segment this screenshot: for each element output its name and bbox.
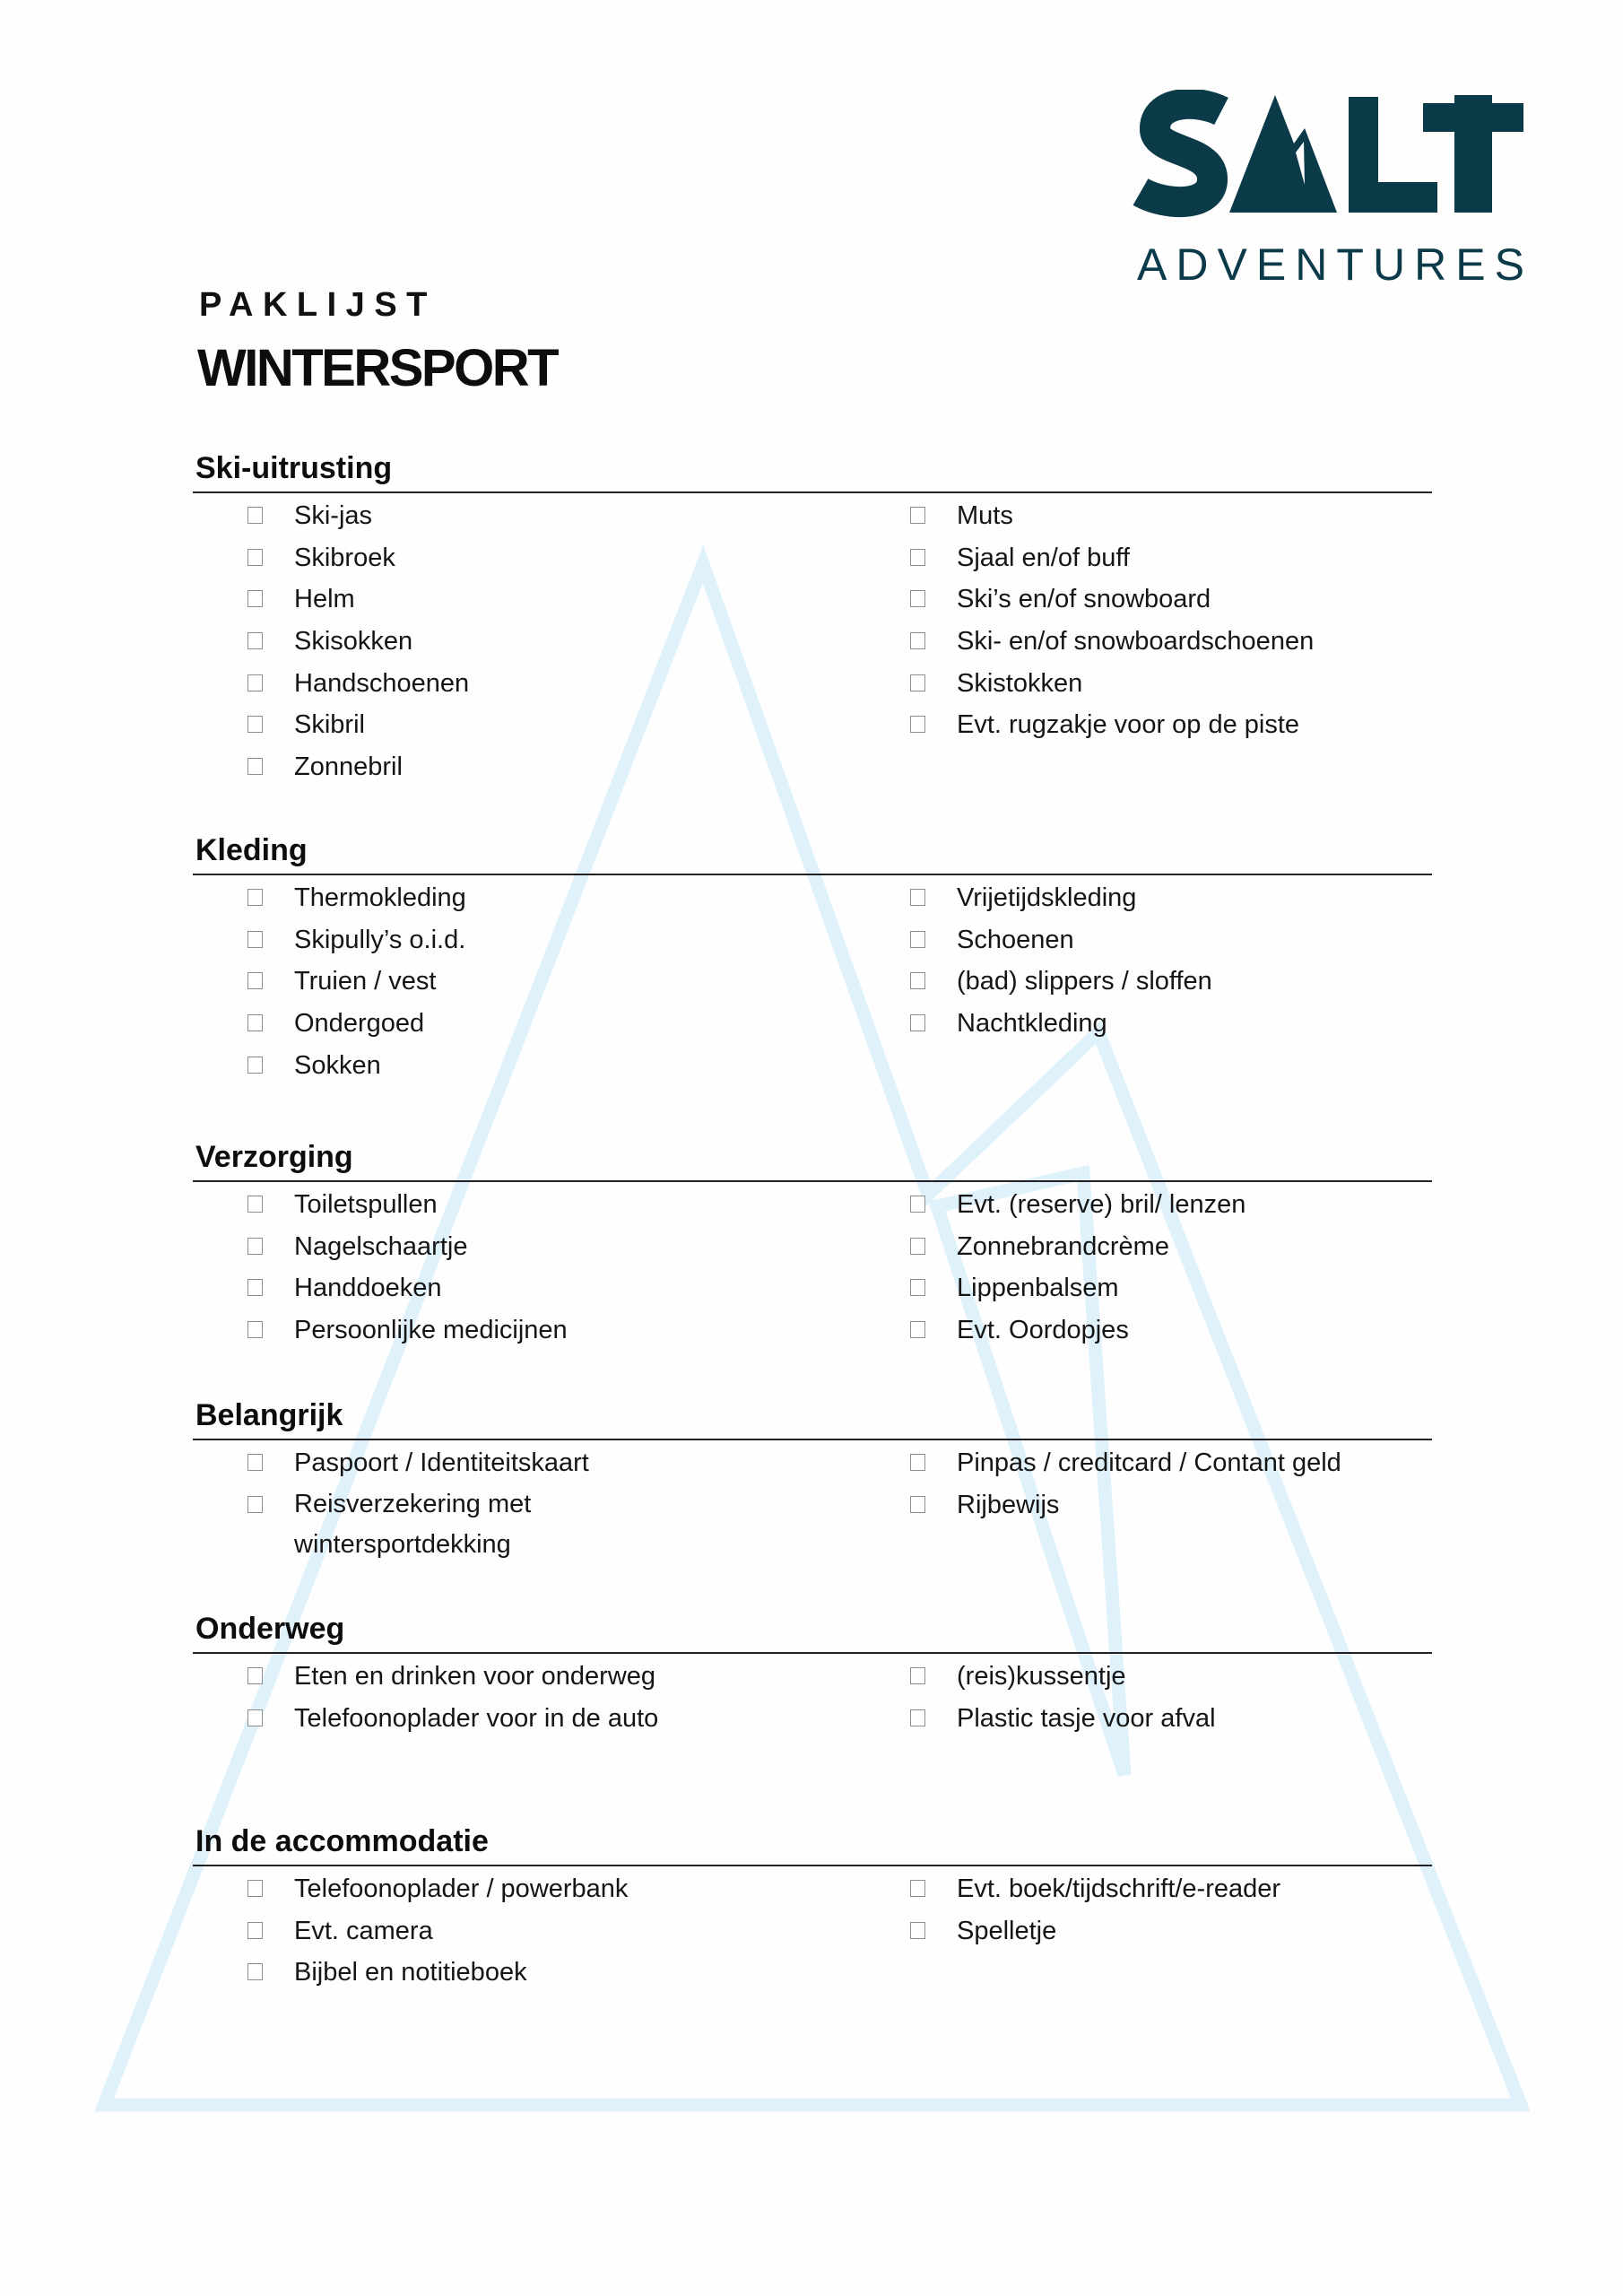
item-label: Bijbel en notitieboek [294,1958,527,1987]
checklist-item[interactable] [193,704,767,746]
item-label: Nachtkleding [957,1009,1107,1039]
checklist-item[interactable] [855,877,1429,919]
section-header [193,1135,1432,1180]
checkbox[interactable] [910,1496,925,1513]
item-label: Evt. camera [294,1916,433,1945]
section-title: Belangrijk [195,1398,343,1432]
item-label: Handdoeken [294,1274,442,1303]
section-header [193,829,1432,874]
item-label: Evt. rugzakje voor op de piste [957,710,1300,740]
right-column [855,1184,1429,1352]
item-label: Ondergoed [294,1009,425,1039]
section-ski-uitrusting [193,447,1432,782]
checklist-item[interactable] [855,704,1429,746]
item-label: Evt. (reserve) bril/ lenzen [957,1190,1246,1219]
checkbox[interactable] [910,1454,925,1471]
right-column [855,1868,1429,1952]
checklist-item[interactable] [193,1309,767,1352]
section-divider [193,1180,1432,1182]
section-header [193,447,1432,491]
checkbox[interactable] [247,674,263,691]
checkbox[interactable] [247,972,263,989]
item-label: Zonnebril [294,752,403,782]
checkbox[interactable] [247,1667,263,1684]
checkbox[interactable] [910,889,925,906]
item-label: Persoonlijke medicijnen [294,1316,568,1345]
item-label: Skistokken [957,668,1083,698]
item-label: Paspoort / Identiteitskaart [294,1448,589,1477]
checkbox[interactable] [247,1709,263,1726]
checkbox[interactable] [247,1196,263,1213]
section-header [193,1394,1432,1439]
item-label: Helm [294,585,355,614]
checklist-item[interactable] [193,1484,767,1567]
checkbox[interactable] [910,1321,925,1338]
item-label: Telefoonoplader / powerbank [294,1874,629,1903]
checklist-item[interactable] [193,1267,767,1309]
section-kleding [193,829,1432,1080]
left-column [193,495,767,788]
checkbox[interactable] [910,1238,925,1255]
checkbox[interactable] [247,1454,263,1471]
item-label: Evt. Oordopjes [957,1316,1129,1345]
checkbox[interactable] [247,1014,263,1031]
checkbox[interactable] [910,716,925,733]
checkbox[interactable] [910,1667,925,1684]
item-label: Skibril [294,710,365,740]
left-column [193,1656,767,1739]
item-label: Schoenen [957,925,1074,954]
checklist-item[interactable] [193,1184,767,1226]
item-label: Lippenbalsem [957,1274,1119,1303]
checkbox[interactable] [910,590,925,607]
checklist-item[interactable] [193,1226,767,1268]
checklist-item[interactable] [193,1868,767,1910]
checklist-item[interactable] [193,961,767,1003]
left-column [193,1442,767,1567]
checkbox[interactable] [247,590,263,607]
checkbox[interactable] [910,1880,925,1897]
logo-letter-a-mountain [1229,95,1337,213]
item-label: Reisverzekering met wintersportdekking [294,1489,532,1560]
section-divider [193,874,1432,875]
checklist-item[interactable] [193,1910,767,1952]
checkbox[interactable] [910,1709,925,1726]
section-divider [193,1439,1432,1440]
checklist-item[interactable] [855,1484,1429,1526]
section-header [193,1607,1432,1652]
section-divider [193,491,1432,493]
checkbox[interactable] [247,507,263,524]
checklist-item[interactable] [855,961,1429,1003]
checklist-item[interactable] [193,621,767,663]
logo-tagline: ADVENTURES [1137,239,1524,287]
item-label: Eten en drinken voor onderweg [294,1662,656,1691]
checklist-item[interactable] [193,1698,767,1740]
checklist-item[interactable] [193,537,767,579]
checkbox[interactable] [247,1496,263,1513]
item-label: Ski-jas [294,501,373,530]
section-belangrijk [193,1394,1432,1560]
checklist-item[interactable] [855,1868,1429,1910]
checklist-item[interactable] [193,495,767,537]
checkbox[interactable] [247,1057,263,1074]
section-title: Verzorging [195,1140,353,1174]
checklist-item[interactable] [855,1698,1429,1740]
right-column [855,877,1429,1045]
section-header [193,1820,1432,1865]
item-label: (reis)kussentje [957,1662,1126,1691]
checklist-item[interactable] [855,495,1429,537]
checkbox[interactable] [910,1014,925,1031]
checkbox[interactable] [910,1279,925,1296]
checklist-item[interactable] [855,1267,1429,1309]
item-label: Sokken [294,1050,381,1080]
checklist-item[interactable] [193,877,767,919]
item-label: Zonnebrandcrème [957,1231,1169,1261]
item-label: Nagelschaartje [294,1231,468,1261]
checkbox[interactable] [910,549,925,566]
checklist-item[interactable] [855,621,1429,663]
checkbox[interactable] [910,632,925,649]
checklist-item[interactable] [193,1656,767,1698]
item-label: Spelletje [957,1916,1057,1945]
logo-letter-t [1423,95,1523,213]
checklist-item[interactable] [855,1226,1429,1268]
item-label: Sjaal en/of buff [957,543,1130,572]
logo-letter-s [1141,104,1221,202]
checklist-item[interactable] [855,578,1429,621]
checklist-item[interactable] [193,1045,767,1087]
checkbox[interactable] [910,674,925,691]
section-onderweg [193,1607,1432,1733]
checkbox[interactable] [247,1238,263,1255]
item-label: Thermokleding [294,883,466,912]
checklist-item[interactable] [193,1003,767,1045]
item-label: Skisokken [294,627,413,657]
checkbox[interactable] [910,1196,925,1213]
checkbox[interactable] [247,889,263,906]
section-title: Kleding [195,833,308,867]
item-label: Handschoenen [294,668,470,698]
right-column [855,1442,1429,1526]
document-kicker: PAKLIJST [199,286,437,324]
checkbox[interactable] [910,931,925,948]
checklist-item[interactable] [855,1910,1429,1952]
section-verzorging [193,1135,1432,1345]
document-title: WINTERSPORT [197,339,558,397]
item-label: Muts [957,501,1013,530]
left-column [193,877,767,1086]
item-label: Skibroek [294,543,395,572]
item-label: Pinpas / creditcard / Contant geld [957,1448,1341,1477]
item-label: Telefoonoplader voor in de auto [294,1703,659,1733]
checklist-item[interactable] [193,578,767,621]
item-label: Plastic tasje voor afval [957,1703,1216,1733]
checklist-item[interactable] [855,663,1429,705]
item-label: Ski- en/of snowboardschoenen [957,627,1315,657]
left-column [193,1184,767,1352]
checkbox[interactable] [247,1279,263,1296]
section-in-de-accommodatie [193,1820,1432,1987]
checkbox[interactable] [247,931,263,948]
checkbox[interactable] [247,758,263,775]
checklist-item[interactable] [855,1442,1429,1484]
section-title: In de accommodatie [195,1824,489,1858]
item-label: Toiletspullen [294,1190,438,1219]
checklist-item[interactable] [193,919,767,961]
right-column [855,1656,1429,1739]
section-title: Ski-uitrusting [195,451,393,485]
checkbox[interactable] [247,716,263,733]
section-divider [193,1652,1432,1654]
checkbox[interactable] [910,1922,925,1939]
section-title: Onderweg [195,1612,345,1646]
checklist-item[interactable] [855,1656,1429,1698]
checkbox[interactable] [247,1880,263,1897]
right-column [855,495,1429,746]
checkbox[interactable] [910,972,925,989]
checklist-item[interactable] [855,1003,1429,1045]
item-label: Evt. boek/tijdschrift/e-reader [957,1874,1281,1903]
checklist-item[interactable] [855,919,1429,961]
item-label: (bad) slippers / sloffen [957,967,1212,996]
checklist-item[interactable] [193,1952,767,1994]
checkbox[interactable] [247,549,263,566]
checklist-item[interactable] [193,746,767,788]
item-label: Rijbewijs [957,1490,1060,1519]
checkbox[interactable] [247,1963,263,1980]
salt-adventures-logo [1132,90,1531,287]
checkbox[interactable] [247,1321,263,1338]
checkbox[interactable] [910,507,925,524]
checklist-item[interactable] [855,1309,1429,1352]
item-label: Ski’s en/of snowboard [957,585,1211,614]
checklist-item[interactable] [193,663,767,705]
left-column [193,1868,767,1994]
checkbox[interactable] [247,1922,263,1939]
checkbox[interactable] [247,632,263,649]
item-label: Skipully’s o.i.d. [294,925,466,954]
checklist-item[interactable] [193,1442,767,1484]
checklist-item[interactable] [855,537,1429,579]
item-label: Vrijetijdskleding [957,883,1137,912]
checklist-item[interactable] [855,1184,1429,1226]
item-label: Truien / vest [294,967,437,996]
section-divider [193,1865,1432,1866]
